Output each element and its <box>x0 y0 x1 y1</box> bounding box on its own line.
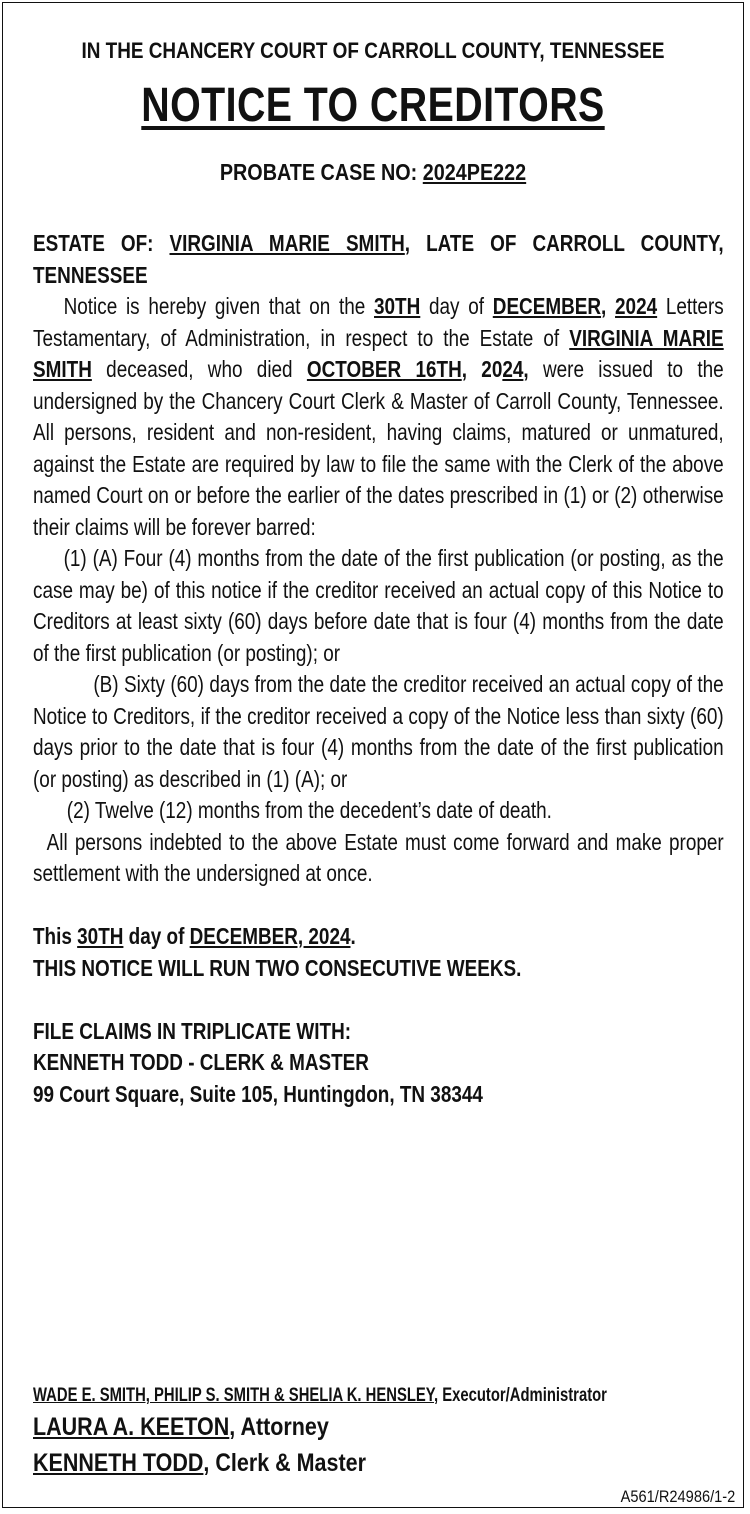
case-number: 2024PE222 <box>422 159 527 185</box>
file-claims-line: FILE CLAIMS IN TRIPLICATE WITH: <box>33 1017 352 1044</box>
paragraph-indebted: All persons indebted to the above Estate must come forward and make proper settlement with the undersigned at once. <box>33 828 724 886</box>
run-line: THIS NOTICE WILL RUN TWO CONSECUTIVE WEEKS. <box>33 954 522 981</box>
executors-line: WADE E. SMITH, PHILIP S. SMITH & SHELIA K. HENSLEY, Executor/Administrator <box>33 1385 607 1406</box>
probate-case-line: PROBATE CASE NO: 2024PE222 <box>219 159 527 185</box>
paragraph-notice: Notice is hereby given that on the 30TH day of DECEMBER, 2024 Letters Testamentary, of Administration, in respect to the Estate of VIRGINIA MARIE SMITH deceased, who died OCTOBER 16TH, 2024, were issued to the undersigned by the Chancery Court Clerk & Master of Carroll County, Tennessee. All persons, resident and non-resident, having claims, matured or unmatured, against the Estate are required by law to file the same with the Clerk of the above named Court on or before the earlier of the dates prescribed in (1) or (2) otherwise their claims will be forever barred: <box>33 293 724 540</box>
paragraph-1a: (1) (A) Four (4) months from the date of the first publication (or posting, as the case may be) of this notice if the creditor received an actual copy of this Notice to Creditors at least sixty (60) days before date that is four (4) months from the date of the first publication (or posting); or <box>33 545 724 666</box>
notice-body <box>33 228 724 1110</box>
paragraph-1b: (B) Sixty (60) days from the date the creditor received an actual copy of the Notice to Creditors, if the creditor received a copy of the Notice less than sixty (60) days prior to the date that is four (4) months from the date of the first publication (or posting) as described in (1) (A); or <box>33 671 724 792</box>
notice-title: NOTICE TO CREDITORS <box>141 79 605 132</box>
address-line: 99 Court Square, Suite 105, Huntingdon, TN 38344 <box>33 1080 483 1107</box>
clerk-signature-line: KENNETH TODD, Clerk & Master <box>33 1449 366 1477</box>
clerk-line: KENNETH TODD - CLERK & MASTER <box>33 1049 369 1075</box>
reference-code: A561/R24986/1-2 <box>620 1487 735 1506</box>
court-heading: IN THE CHANCERY COURT OF CARROLL COUNTY, TENNESSEE <box>81 38 665 63</box>
attorney-line: LAURA A. KEETON, Attorney <box>33 1413 329 1441</box>
paragraph-2: (2) Twelve (12) months from the decedent’s date of death. <box>66 797 552 823</box>
decedent-name: VIRGINIA MARIE SMITH <box>169 230 405 256</box>
estate-line: ESTATE OF: VIRGINIA MARIE SMITH, LATE OF CARROLL COUNTY, TENNESSEE <box>33 230 724 288</box>
dated-line: This 30TH day of DECEMBER, 2024. <box>33 923 356 949</box>
legal-notice <box>2 2 744 1508</box>
